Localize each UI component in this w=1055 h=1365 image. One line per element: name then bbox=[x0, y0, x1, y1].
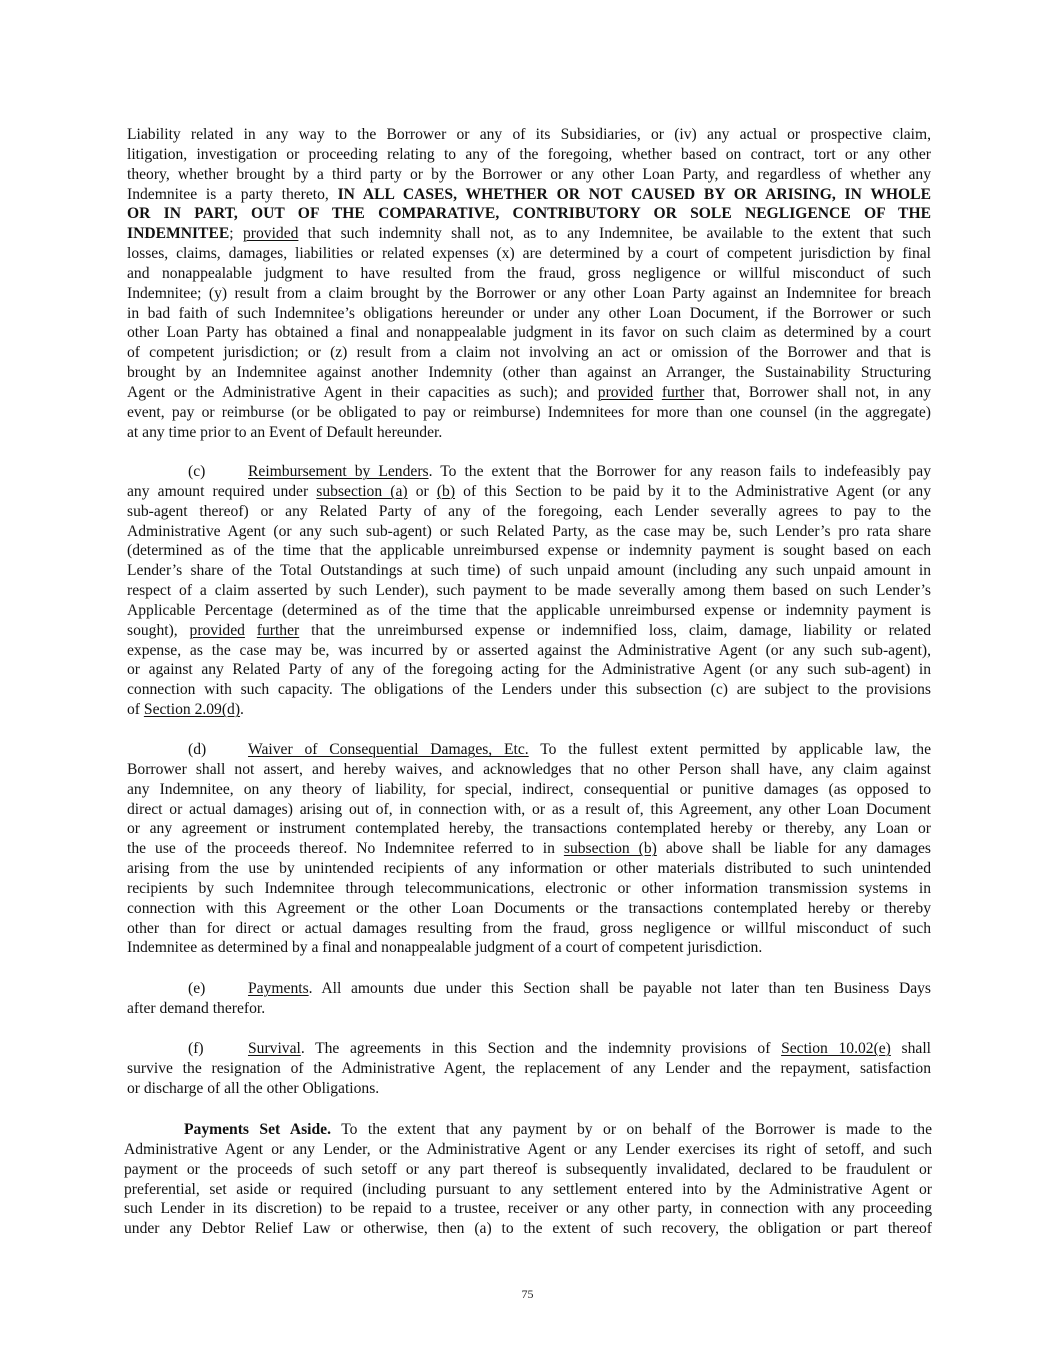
text-run: Administrative Agent (or any such sub-agent) or such Related Party, as the case may be, such Lender’s pro rata share bbox=[127, 522, 931, 540]
text-line bbox=[127, 541, 931, 561]
text-run: of bbox=[127, 701, 144, 719]
text-run: Borrower shall not assert, and hereby waives, and acknowledges that no other Person shall have, any claim against bbox=[127, 760, 931, 778]
text-run: direct or actual damages) arising out of, in connection with, or as a result of, this Agreement, any other Loan Document bbox=[127, 800, 931, 818]
text-run: of competent jurisdiction; or (z) result from a claim not involving an act or omission of the Borrower and that is bbox=[127, 344, 931, 362]
text-line bbox=[124, 1140, 932, 1160]
text-run: theory, whether brought by a third party or by the Borrower or any other Loan Party, and regardless of whether any bbox=[127, 165, 931, 183]
text-run bbox=[245, 622, 257, 639]
text-run: Indemnitee is a party thereto, bbox=[127, 185, 338, 203]
text-line bbox=[127, 304, 931, 324]
text-run: To the extent that any payment by or on behalf of the Borrower is made to the bbox=[331, 1121, 932, 1138]
text-run: Agent or the Administrative Agent in their capacities as such); and bbox=[127, 383, 598, 401]
text-run: Liability related in any way to the Borrower or any of its Subsidiaries, or (iv) any actual or prospective claim, bbox=[127, 126, 931, 143]
text-line bbox=[127, 780, 931, 800]
text-run: sought), bbox=[127, 621, 190, 639]
cross-reference: subsection (a) bbox=[316, 482, 408, 500]
text-run: Indemnitee as determined by a final and nonappealable judgment of a court of competent jurisdiction. bbox=[127, 939, 763, 957]
paragraph-payments-set-aside bbox=[124, 1120, 932, 1239]
text-line bbox=[127, 502, 931, 522]
text-run: connection with this Agreement or the other Loan Documents or the transactions contemplated hereby or thereby bbox=[127, 899, 931, 917]
text-line bbox=[127, 561, 931, 581]
text-run: other Loan Party has obtained a final and nonappealable judgment in its favor on such claim as determined by a court bbox=[127, 324, 931, 342]
text-line bbox=[127, 700, 931, 720]
text-run: in bad faith of such Indemnitee’s obligations hereunder or under any other Loan Document, if the Borrower or such bbox=[127, 304, 931, 322]
text-line bbox=[127, 383, 931, 403]
text-run: . bbox=[240, 701, 244, 719]
cross-reference: subsection (b) bbox=[563, 840, 657, 858]
section-heading: Survival bbox=[248, 1040, 301, 1057]
text-line bbox=[127, 1059, 931, 1079]
text-run bbox=[653, 384, 662, 401]
text-line bbox=[127, 284, 931, 304]
text-line bbox=[127, 621, 931, 641]
text-line bbox=[127, 343, 931, 363]
text-run: shall bbox=[890, 1040, 931, 1057]
text-run: arising from the use by unintended recipients of any information or other materials distributed to such unintended bbox=[127, 860, 931, 878]
text-line bbox=[127, 363, 931, 383]
text-run: and nonappealable judgment to have resulted from the fraud, gross negligence or willful misconduct of such bbox=[127, 264, 931, 282]
text-run: . All amounts due under this Section shall be payable not later than ten Business Days bbox=[308, 980, 931, 997]
paragraph-liability bbox=[127, 125, 931, 443]
paragraph-reimbursement-by-lenders bbox=[127, 462, 931, 720]
text-run: that, Borrower shall not, in any bbox=[704, 383, 931, 401]
text-run: or bbox=[407, 482, 437, 500]
section-heading: Waiver of Consequential Damages, Etc. bbox=[248, 741, 529, 758]
text-run: or against any Related Party of any of the foregoing acting for the Administrative Agent (or any such sub-agent) in bbox=[127, 661, 931, 679]
text-line bbox=[124, 1219, 932, 1239]
cross-reference: provided bbox=[242, 225, 299, 243]
cross-reference: Section 10.02(e) bbox=[781, 1040, 891, 1057]
text-run: losses, claims, damages, liabilities or related expenses (x) are determined by a court of competent jurisdiction by final bbox=[127, 245, 931, 263]
text-run: event, pay or reimburse (or be obligated to pay or reimburse) Indemnitees for more than one counsel (in the aggregate) bbox=[127, 403, 931, 421]
text-line bbox=[127, 601, 931, 621]
text-line bbox=[127, 760, 931, 780]
text-run: payment or the proceeds of such setoff or any part thereof is subsequently invalidated, declared to be fraudulent or bbox=[124, 1160, 932, 1178]
text-run: Lender’s share of the Total Outstandings at such time) of such unpaid amount (including any such unpaid amount in bbox=[127, 562, 931, 580]
paragraph-payments bbox=[127, 979, 931, 1019]
text-run: Indemnitee; (y) result from a claim brought by the Borrower or any other Loan Party against an Indemnitee for breach bbox=[127, 284, 931, 302]
text-line bbox=[127, 1039, 931, 1059]
bold-text: IN ALL CASES, WHETHER OR NOT CAUSED BY OR ARISING, IN WHOLE bbox=[337, 185, 931, 203]
section-heading: Payments Set Aside. bbox=[184, 1121, 331, 1138]
text-line bbox=[127, 482, 931, 502]
page-number: 75 bbox=[521, 1287, 534, 1301]
text-run: at any time prior to an Event of Default hereunder. bbox=[127, 423, 443, 441]
text-run: under any Debtor Relief Law or otherwise, then (a) to the extent of such recovery, the obligation or part thereof bbox=[124, 1220, 932, 1238]
text-line bbox=[127, 879, 931, 899]
cross-reference: further bbox=[661, 383, 705, 401]
text-line bbox=[127, 680, 931, 700]
text-run: above shall be liable for any damages bbox=[656, 840, 931, 858]
section-label: (f) bbox=[188, 1040, 204, 1057]
text-line bbox=[127, 462, 931, 482]
text-run: other than for direct or actual damages resulting from the fraud, gross negligence or willful misconduct of such bbox=[127, 919, 931, 937]
text-line bbox=[124, 1160, 932, 1180]
text-line bbox=[127, 839, 931, 859]
text-run: after demand therefor. bbox=[127, 999, 266, 1017]
text-line bbox=[127, 800, 931, 820]
text-line bbox=[127, 660, 931, 680]
text-line bbox=[124, 1180, 932, 1200]
section-label: (d) bbox=[188, 741, 207, 758]
text-line bbox=[127, 581, 931, 601]
text-line bbox=[127, 522, 931, 542]
paragraph-waiver-of-consequential-damages bbox=[127, 740, 931, 958]
paragraph-survival bbox=[127, 1039, 931, 1099]
text-run: any amount required under bbox=[127, 482, 317, 500]
text-run: that such indemnity shall not, as to any Indemnitee, be available to the extent that such bbox=[298, 225, 931, 243]
text-line bbox=[127, 165, 931, 185]
text-run: . To the extent that the Borrower for any reason fails to indefeasibly pay bbox=[428, 463, 931, 480]
text-run: ; bbox=[229, 225, 243, 243]
text-line bbox=[124, 1199, 932, 1219]
text-run: of this Section to be paid by it to the Administrative Agent (or any bbox=[455, 482, 931, 500]
text-run: . The agreements in this Section and the indemnity provisions of bbox=[300, 1040, 782, 1057]
text-run: brought by an Indemnitee against another Indemnity (other than against an Arranger, the Sustainability Structuring bbox=[127, 364, 931, 382]
text-line bbox=[127, 264, 931, 284]
text-line bbox=[127, 859, 931, 879]
text-line bbox=[127, 938, 931, 958]
text-line bbox=[127, 423, 931, 443]
cross-reference: (b) bbox=[436, 482, 456, 500]
text-run: or any agreement or instrument contemplated hereby, the transactions contemplated hereby or thereby, any Loan or bbox=[127, 820, 931, 838]
text-run: that the unreimbursed expense or indemnified loss, claim, damage, liability or related bbox=[299, 621, 931, 639]
text-run: litigation, investigation or proceeding relating to any of the foregoing, whether based on contract, tort or any other bbox=[127, 145, 931, 163]
text-run: (determined as of the time that the applicable unreimbursed expense or indemnity payment is sought based on each bbox=[127, 542, 931, 560]
text-run: Administrative Agent or any Lender, or the Administrative Agent or any Lender exercises its right of setoff, and such bbox=[124, 1140, 932, 1158]
cross-reference: further bbox=[256, 621, 300, 639]
text-run: survive the resignation of the Administrative Agent, the replacement of any Lender and the repayment, satisfaction bbox=[127, 1059, 931, 1077]
text-line bbox=[127, 819, 931, 839]
text-line bbox=[124, 1120, 932, 1140]
text-line bbox=[127, 125, 931, 145]
bold-text: INDEMNITEE bbox=[127, 225, 230, 243]
bold-text: OR IN PART, OUT OF THE COMPARATIVE, CONTRIBUTORY OR SOLE NEGLIGENCE OF THE bbox=[127, 205, 931, 223]
text-run: connection with such capacity. The obligations of the Lenders under this subsection (c) are subject to the provisions bbox=[127, 681, 931, 699]
text-line bbox=[127, 641, 931, 661]
section-heading: Reimbursement by Lenders bbox=[248, 463, 429, 480]
text-line bbox=[127, 999, 931, 1019]
text-run: the use of the proceeds thereof. No Indemnitee referred to in bbox=[127, 840, 564, 858]
text-line bbox=[127, 145, 931, 165]
text-line bbox=[127, 899, 931, 919]
text-line bbox=[127, 1079, 931, 1099]
text-run: or discharge of all the other Obligations. bbox=[127, 1079, 380, 1097]
text-run: recipients by such Indemnitee through telecommunications, electronic or other information transmission systems in bbox=[127, 879, 931, 897]
text-run: sub-agent thereof) or any Related Party of any of the foregoing, each Lender severally agrees to pay to the bbox=[127, 502, 931, 520]
text-line bbox=[127, 919, 931, 939]
text-run: any Indemnitee, on any theory of liability, for special, indirect, consequential or punitive damages (as opposed to bbox=[127, 780, 931, 798]
cross-reference: Section 2.09(d) bbox=[143, 701, 241, 719]
text-line bbox=[127, 185, 931, 205]
text-line bbox=[127, 204, 931, 224]
text-run: Applicable Percentage (determined as of the time that the applicable unreimbursed expense or indemnity payment is bbox=[127, 601, 931, 619]
text-line bbox=[127, 244, 931, 264]
text-line bbox=[127, 740, 931, 760]
section-label: (c) bbox=[188, 463, 206, 480]
cross-reference: provided bbox=[597, 383, 654, 401]
text-run: such Lender in its discretion) to be repaid to a trustee, receiver or any other party, in connection with any proceeding bbox=[124, 1200, 932, 1218]
section-label: (e) bbox=[188, 980, 206, 997]
text-line bbox=[127, 403, 931, 423]
text-line bbox=[127, 323, 931, 343]
text-run: expense, as the case may be, was incurred by or asserted against the Administrative Agent (or any such sub-agent), bbox=[127, 641, 931, 659]
text-line bbox=[127, 224, 931, 244]
text-run: preferential, set aside or required (including pursuant to any settlement entered into by the Administrative Agent or bbox=[124, 1180, 932, 1198]
cross-reference: provided bbox=[189, 621, 245, 639]
section-heading: Payments bbox=[248, 980, 309, 997]
text-run: To the fullest extent permitted by applicable law, the bbox=[528, 741, 931, 758]
text-line bbox=[127, 979, 931, 999]
text-run: respect of a claim asserted by such Lender), such payment to be made severally among them based on such Lender’s bbox=[127, 582, 931, 600]
